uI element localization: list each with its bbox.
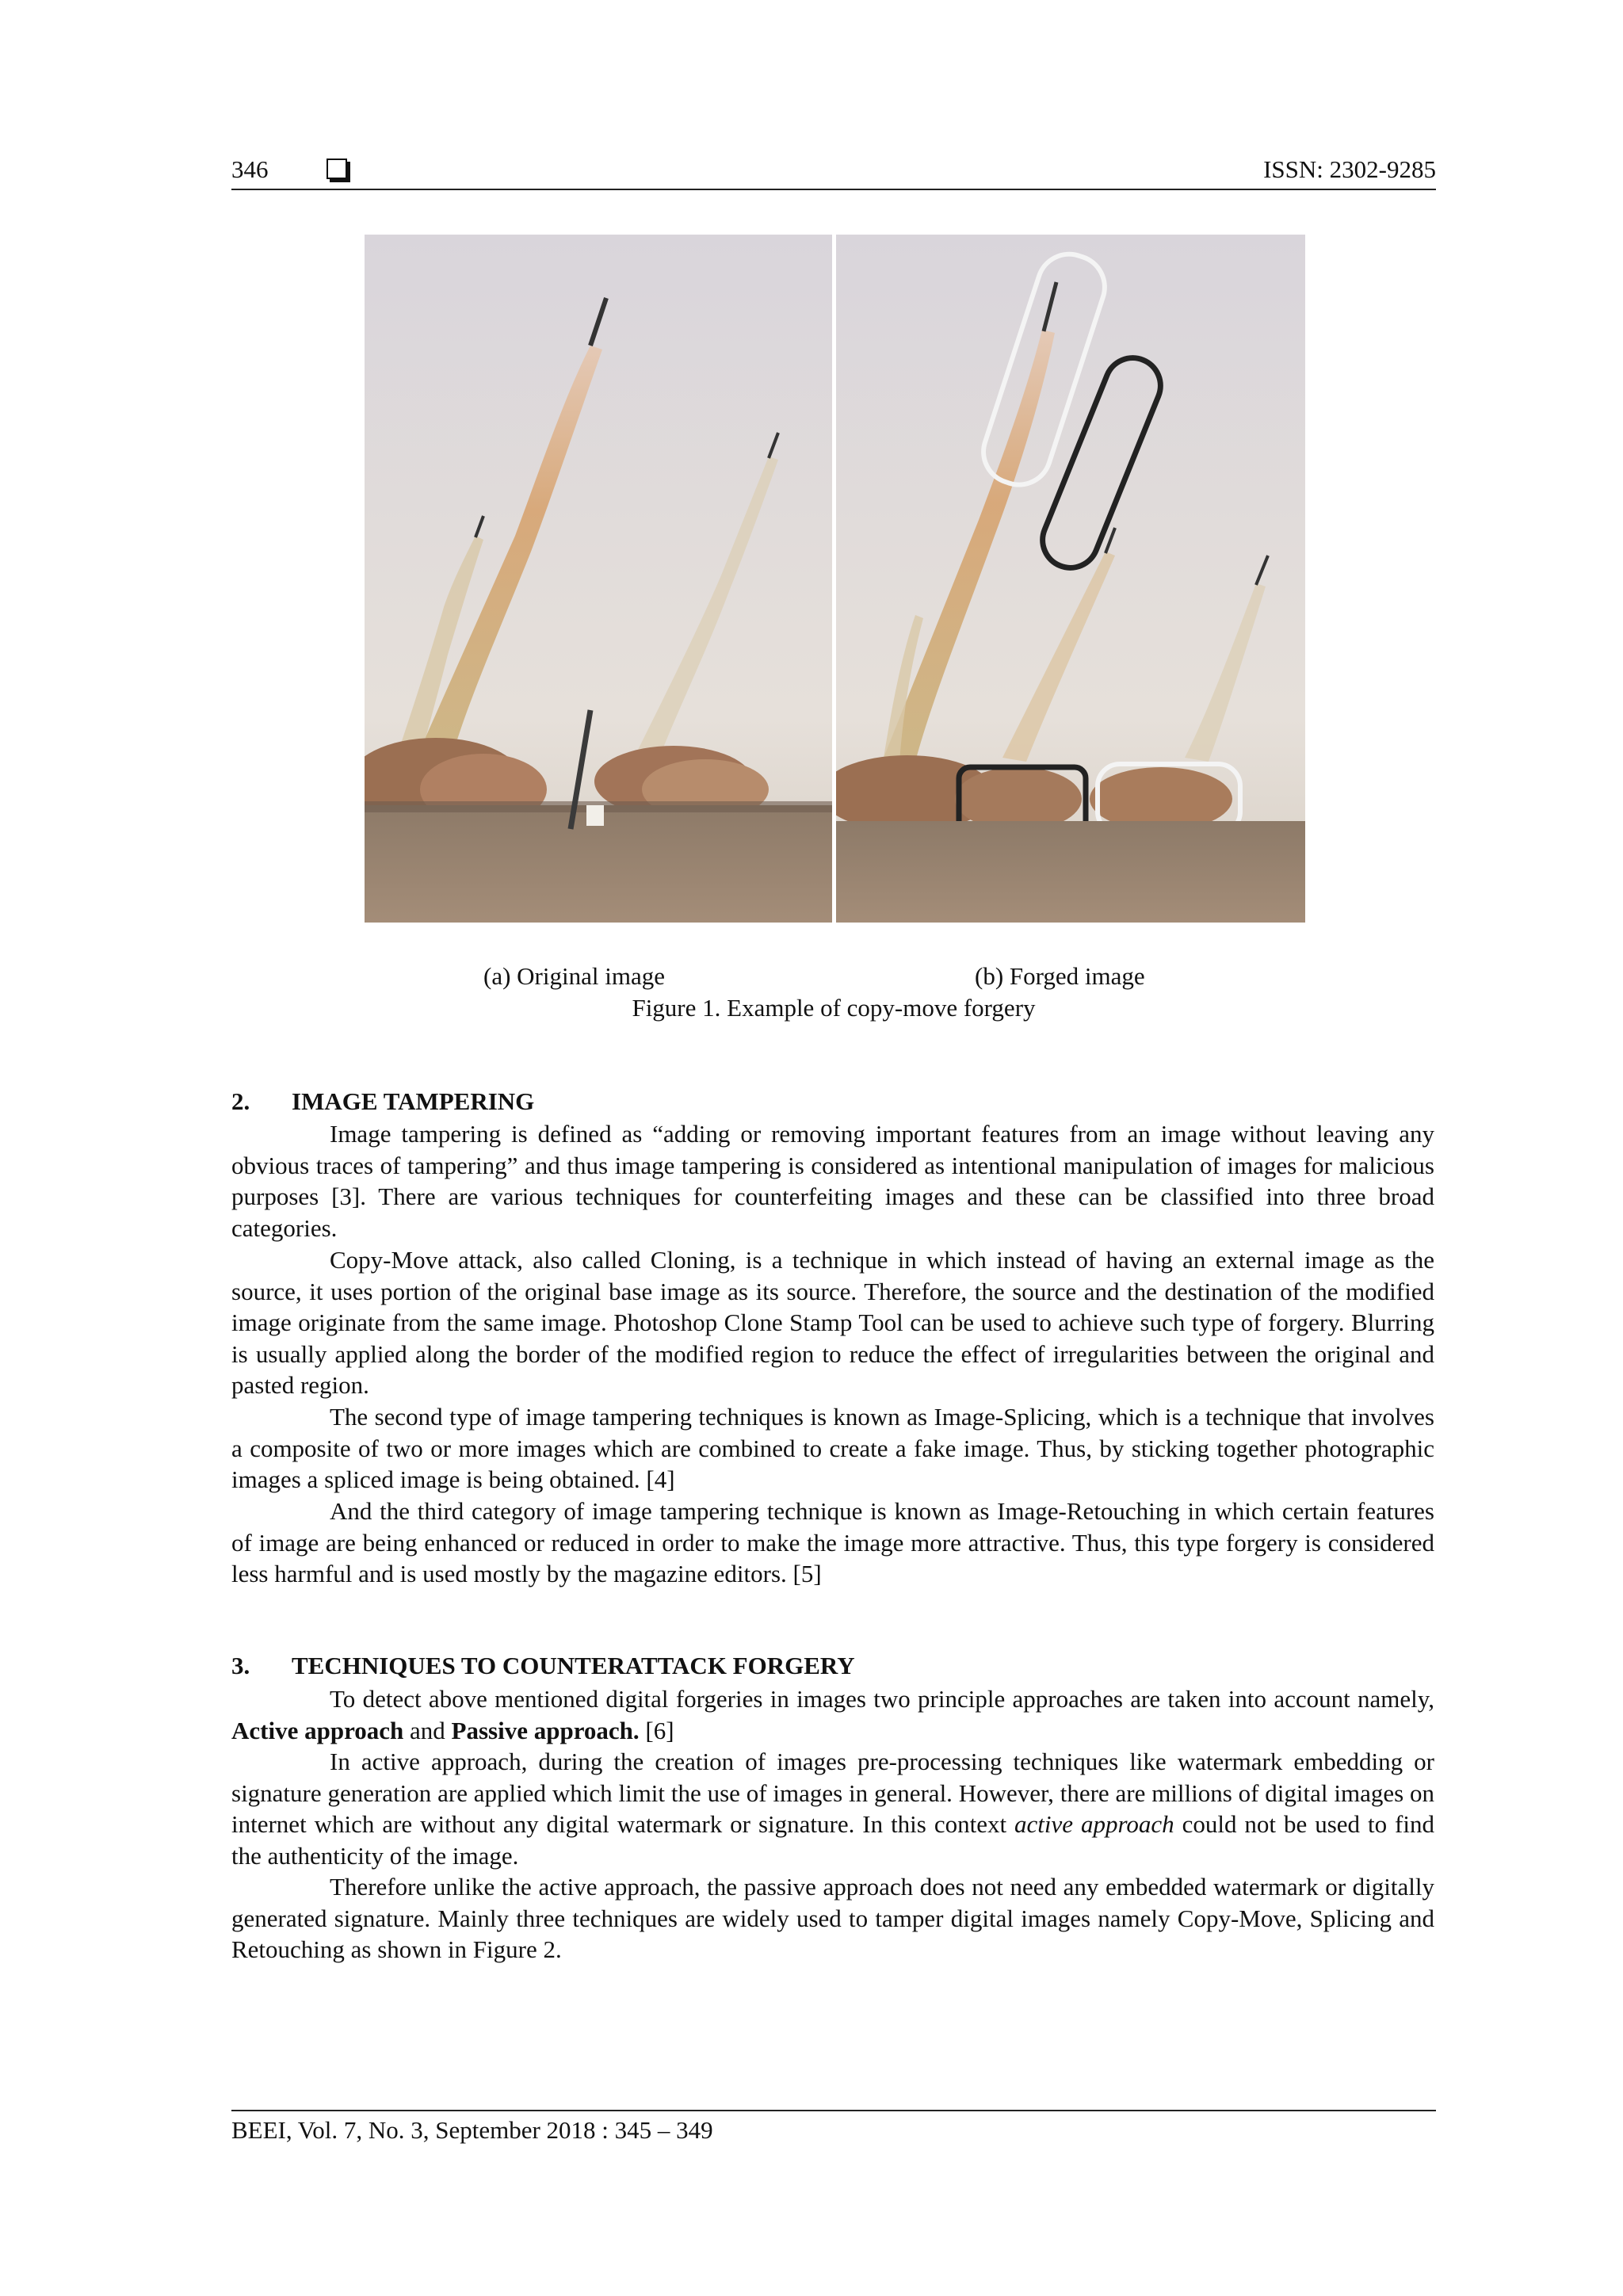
section-heading-2 (231, 1087, 534, 1116)
issn: ISSN: 2302-9285 (1263, 155, 1436, 183)
term-active-approach-italic: active approach (1014, 1810, 1174, 1838)
figure-original-image (365, 235, 832, 923)
paragraph-text: And the third category of image tampering technique is known as Image-Retouching in which certain features of image are being enhanced or reduced in order to make the image more attractive. Thus, this type forgery is considered less harmful and is used mostly by the magazine editors. [5] (231, 1497, 1434, 1587)
citation: [6] (639, 1716, 674, 1744)
header-rule (231, 189, 1436, 190)
paragraph (231, 1118, 1434, 1244)
figure-forged-image (836, 235, 1305, 923)
paragraph-text: Therefore unlike the active approach, the passive approach does not need any embedded watermark or digitally generated signature. Mainly three techniques are widely used to tamper digital images namely Copy-Move, Splicing and Retouching as shown in Figure 2. (231, 1873, 1434, 1963)
section-number: 2. (231, 1087, 250, 1115)
paragraph-text: In active approach, during the creation of images pre-processing techniques like watermark embedding or signature generation are applied which limit the use of images in general. However, there are millions of digital images on internet which are without any digital watermark or signature. In this context (231, 1748, 1434, 1838)
caption-original: (a) Original image (483, 962, 665, 990)
paragraph-text: To detect above mentioned digital forgeries in images two principle approaches are taken into account namely, (330, 1685, 1434, 1713)
paragraph-text: Copy-Move attack, also called Cloning, is a technique in which instead of having an external image as the source, it uses portion of the original base image as its source. Therefore, the source and the destination of the modified image originate from the same image. Photoshop Clone Stamp Tool can be used to achieve such type of forgery. Blurring is usually applied along the border of the modified region to reduce the effect of irregularities between the original and pasted region. (231, 1246, 1434, 1399)
square-bullet-icon (327, 159, 347, 179)
figure-caption: Figure 1. Example of copy-move forgery (632, 994, 1036, 1022)
page-number: 346 (231, 155, 269, 183)
paragraph-text: and (403, 1716, 452, 1744)
paragraph (231, 1871, 1434, 1966)
paragraph (231, 1746, 1434, 1871)
page-footer: BEEI, Vol. 7, No. 3, September 2018 : 345 – 349 (231, 2116, 713, 2144)
paragraph (231, 1244, 1434, 1401)
caption-forged: (b) Forged image (975, 962, 1145, 990)
section-heading-3 (231, 1652, 855, 1680)
section-title: IMAGE TAMPERING (292, 1087, 535, 1115)
section-title: TECHNIQUES TO COUNTERATTACK FORGERY (292, 1652, 855, 1679)
page-header (231, 155, 1436, 190)
paragraph-text: The second type of image tampering techniques is known as Image-Splicing, which is a technique that involves a composite of two or more images which are combined to create a fake image. Thus, by sticking together photographic images a spliced image is being obtained. [4] (231, 1403, 1434, 1493)
section-number: 3. (231, 1652, 250, 1679)
footer-rule (231, 2110, 1436, 2111)
paragraph (231, 1496, 1434, 1590)
paragraph-text: Image tampering is defined as “adding or removing important features from an image without leaving any obvious traces of tampering” and thus image tampering is considered as intentional manipulation of images for malicious purposes [3]. There are various techniques for counterfeiting images and these can be classified into three broad categories. (231, 1120, 1434, 1242)
paragraph (231, 1401, 1434, 1496)
term-active-approach: Active approach (231, 1716, 404, 1744)
paragraph-text: could not be used to find the authenticity of the image. (231, 1810, 1434, 1870)
paragraph (231, 1683, 1434, 1746)
term-passive-approach: Passive approach. (451, 1716, 640, 1744)
